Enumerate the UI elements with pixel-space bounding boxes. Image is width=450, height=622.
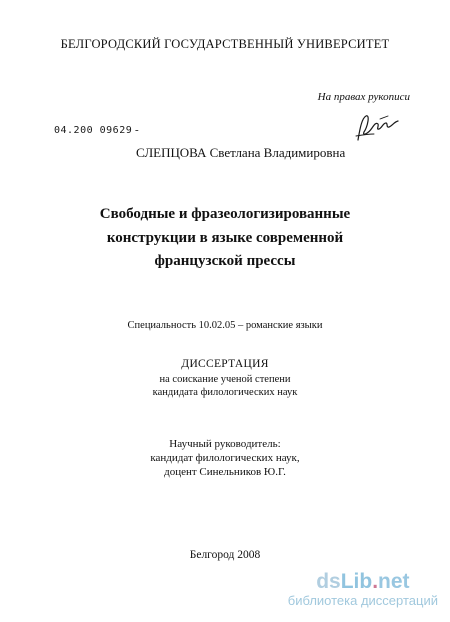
manuscript-rights-note: На правах рукописи — [317, 91, 410, 103]
registration-mark: - — [135, 124, 139, 136]
author-name: СЛЕПЦОВА Светлана Владимировна — [136, 145, 346, 160]
signature-icon — [352, 110, 402, 146]
title-line: французской прессы — [154, 253, 296, 269]
document-type: ДИССЕРТАЦИЯ — [181, 358, 269, 370]
dslib-watermark — [288, 571, 438, 608]
title-line: конструкции в языке современной — [106, 229, 344, 246]
degree-line: кандидата филологических наук — [152, 387, 298, 398]
supervisor-line: Научный руководитель: — [169, 438, 281, 450]
degree-line: на соискание ученой степени — [159, 374, 291, 385]
supervisor-info — [0, 437, 450, 479]
registration-number: 04.200 09629 — [54, 125, 133, 136]
supervisor-line: доцент Синельников Ю.Г. — [164, 466, 286, 478]
dissertation-title — [0, 203, 450, 274]
title-line: Свободные и фразеологизированные — [99, 206, 351, 222]
university-name: БЕЛГОРОДСКИЙ ГОСУДАРСТВЕННЫЙ УНИВЕРСИТЕТ — [60, 37, 390, 51]
dslib-logo: dsLib.net — [316, 570, 410, 593]
specialty: Специальность 10.02.05 – романские языки — [127, 320, 323, 331]
dslib-subtitle: библиотека диссертаций — [287, 593, 438, 608]
supervisor-line: кандидат филологических наук, — [150, 452, 300, 464]
city-year: Белгород 2008 — [189, 549, 261, 561]
degree-info — [0, 373, 450, 399]
